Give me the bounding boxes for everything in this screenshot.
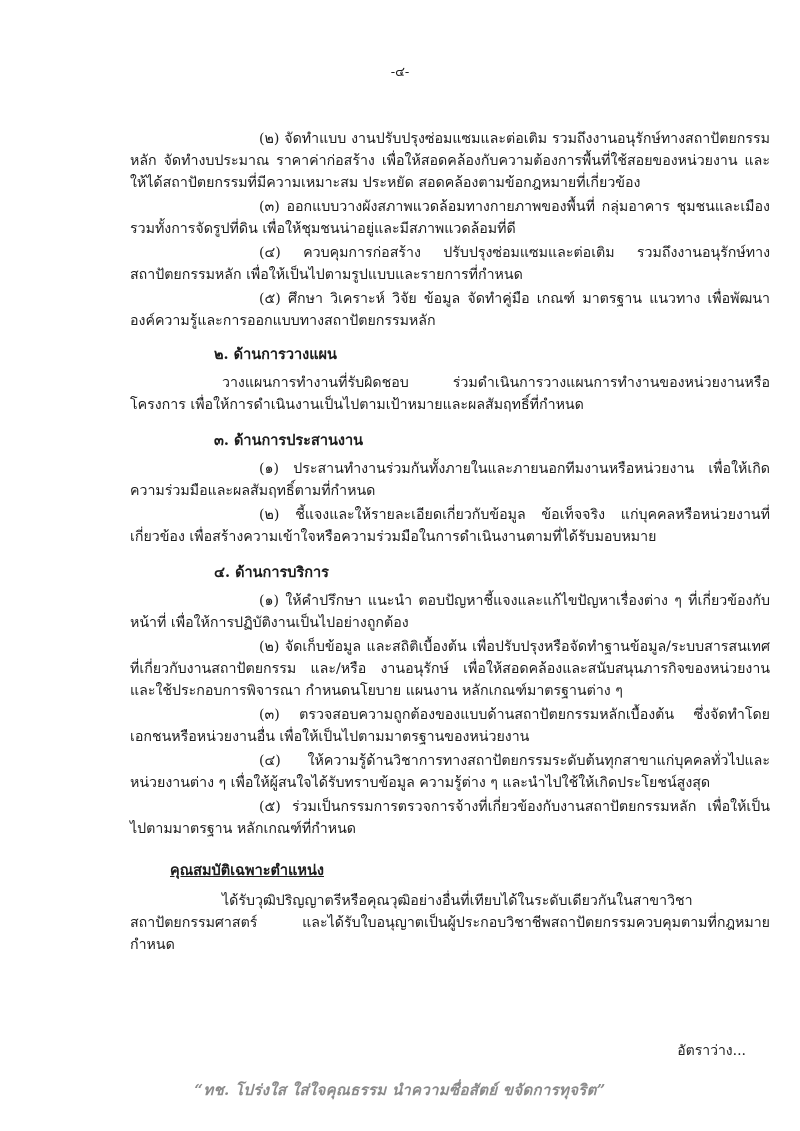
qualifications-text: ได้รับวุฒิปริญญาตรีหรือคุณวุฒิอย่างอื่นที่เทียบได้ในระดับเดียวกันในสาขาวิชาสถาปัตยกรรมศาสตร์ และได้รับใบอนุญาตเป็นผู้ประกอบวิชาชีพสถาปัตยกรรมควบคุมตามที่กฎหมายกำหนด xyxy=(130,893,770,953)
service-item-1: (๑) ให้คำปรึกษา แนะนำ ตอบปัญหาชี้แจงและแก้ไขปัญหาเรื่องต่าง ๆ ที่เกี่ยวข้องกับหน้าที่ เพื่อให้การปฏิบัติงานเป็นไปอย่างถูกต้อง xyxy=(130,593,770,631)
duty-item-4: (๔) ควบคุมการก่อสร้าง ปรับปรุงซ่อมแซมและต่อเติม รวมถึงงานอนุรักษ์ทางสถาปัตยกรรมหลัก เพื่อให้เป็นไปตามรูปแบบและรายการที่กำหนด xyxy=(130,245,770,283)
coordination-item-2: (๒) ชี้แจงและให้รายละเอียดเกี่ยวกับข้อมูล ข้อเท็จจริง แก่บุคคลหรือหน่วยงานที่เกี่ยวข้อง เพื่อสร้างความเข้าใจหรือความร่วมมือในการดำเนินงานตามที่ได้รับมอบหมาย xyxy=(130,507,770,545)
service-item-3: (๓) ตรวจสอบความถูกต้องของแบบด้านสถาปัตยกรรมหลักเบื้องต้น ซึ่งจัดทำโดยเอกชนหรือหน่วยงานอื่น เพื่อให้เป็นไปตามมาตรฐานของหน่วยงาน xyxy=(130,707,770,745)
document-body xyxy=(130,128,770,958)
duty-item-2: (๒) จัดทำแบบ งานปรับปรุงซ่อมแซมและต่อเติม รวมถึงงานอนุรักษ์ทางสถาปัตยกรรมหลัก จัดทำงบประมาณ ราคาค่าก่อสร้าง เพื่อให้สอดคล้องกับความต้องการพื้นที่ใช้สอยของหน่วยงาน และให้ได้สถาปัตยกรรมที่มีความเหมาะสม ประหยัด สอดคล้องตามข้อกฎหมายที่เกี่ยวข้อง xyxy=(130,131,770,191)
planning-text: วางแผนการทำงานที่รับผิดชอบ ร่วมดำเนินการวางแผนการทำงานของหน่วยงานหรือโครงการ เพื่อให้การดำเนินงานเป็นไปตามเป้าหมายและผลสัมฤทธิ์ที่กำหนด xyxy=(130,375,770,413)
service-item-5: (๕) ร่วมเป็นกรรมการตรวจการจ้างที่เกี่ยวข้องกับงานสถาปัตยกรรมหลัก เพื่อให้เป็นไปตามมาตรฐาน หลักเกณฑ์ที่กำหนด xyxy=(130,799,770,837)
service-item-4: (๔) ให้ความรู้ด้านวิชาการทางสถาปัตยกรรมระดับต้นทุกสาขาแก่บุคคลทั่วไปและหน่วยงานต่าง ๆ เพื่อให้ผู้สนใจได้รับทราบข้อมูล ความรู้ต่าง ๆ และนำไปใช้ให้เกิดประโยชน์สูงสุด xyxy=(130,753,770,791)
footer-motto: “ทช. โปร่งใส ใส่ใจคุณธรรม นำความซื่อสัตย์ ขจัดการทุจริต” xyxy=(194,1081,606,1099)
page-number: -๔- xyxy=(390,65,410,80)
coordination-item-1: (๑) ประสานทำงานร่วมกันทั้งภายในและภายนอกทีมงานหรือหน่วยงาน เพื่อให้เกิดความร่วมมือและผลสัมฤทธิ์ตามที่กำหนด xyxy=(130,461,770,499)
qualifications-title: คุณสมบัติเฉพาะตำแหน่ง xyxy=(170,862,324,879)
duty-item-5: (๕) ศึกษา วิเคราะห์ วิจัย ข้อมูล จัดทำคู่มือ เกณฑ์ มาตรฐาน แนวทาง เพื่อพัฒนาองค์ความรู้และการออกแบบทางสถาปัตยกรรมหลัก xyxy=(130,291,770,329)
duty-item-3: (๓) ออกแบบวางผังสภาพแวดล้อมทางกายภาพของพื้นที่ กลุ่มอาคาร ชุมชนและเมือง รวมทั้งการจัดรูปที่ดิน เพื่อให้ชุมชนน่าอยู่และมีสภาพแวดล้อมที่ดี xyxy=(130,199,770,237)
section-heading-coordination: ๓. ด้านการประสานงาน xyxy=(214,432,364,449)
section-heading-planning: ๒. ด้านการวางแผน xyxy=(214,346,337,363)
section-heading-service: ๔. ด้านการบริการ xyxy=(214,564,329,581)
continuation-note: อัตราว่าง... xyxy=(677,1043,746,1059)
service-item-2: (๒) จัดเก็บข้อมูล และสถิติเบื้องต้น เพื่อปรับปรุงหรือจัดทำฐานข้อมูล/ระบบสารสนเทศที่เกี่ยวกับงานสถาปัตยกรรม และ/หรือ งานอนุรักษ์ เพื่อให้สอดคล้องและสนับสนุนภารกิจของหน่วยงาน และใช้ประกอบการพิจารณา กำหนดนโยบาย แผนงาน หลักเกณฑ์มาตรฐานต่าง ๆ xyxy=(130,639,770,699)
